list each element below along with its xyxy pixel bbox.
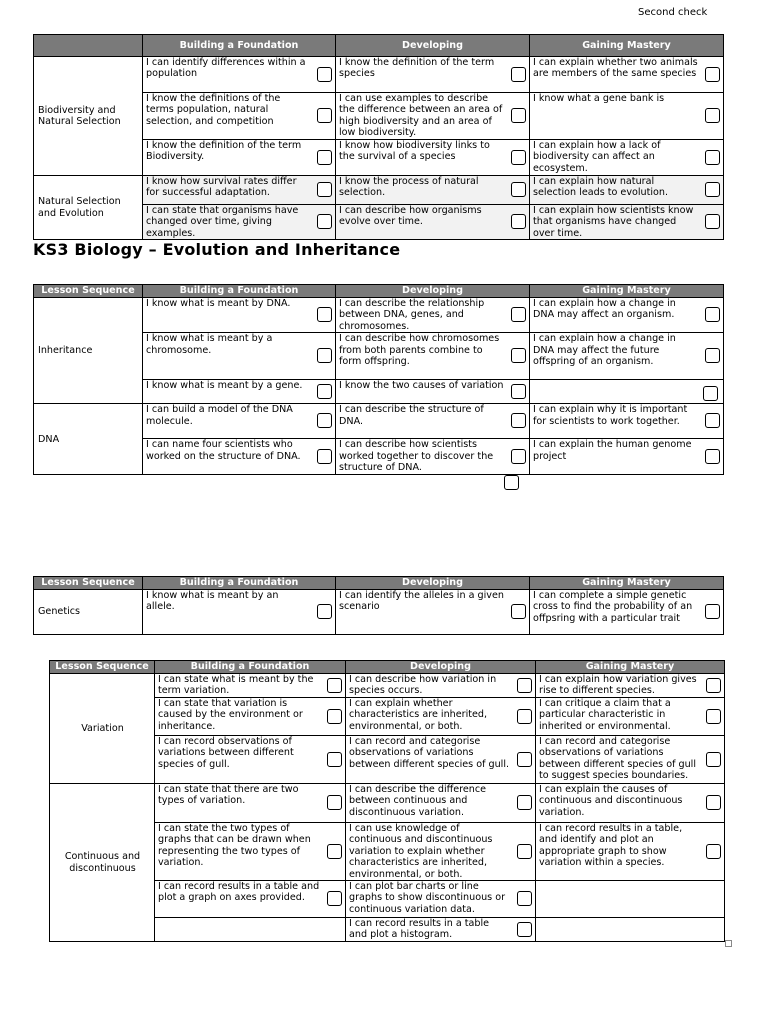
self-assessment-checkbox[interactable]	[327, 678, 342, 693]
criterion-cell	[530, 380, 724, 404]
lesson-topic-variation: Variation	[50, 674, 155, 784]
criterion-cell	[536, 698, 725, 736]
criterion-cell	[336, 590, 530, 635]
criterion-text: I can plot bar charts or line graphs to show discontinuous or continuous variation data.	[349, 881, 506, 915]
column-header-gaining-mastery: Gaining Mastery	[530, 35, 724, 57]
self-assessment-checkbox[interactable]	[327, 709, 342, 724]
criterion-cell	[155, 736, 346, 784]
criterion-text: I can explain how a lack of biodiversity can affect an ecosystem.	[533, 140, 661, 174]
criterion-text: I can describe how variation in species occurs.	[349, 674, 497, 697]
criterion-text: I can use examples to describe the difference between an area of high biodiversity and an area of low biodiversity.	[339, 93, 503, 139]
criterion-cell	[346, 881, 536, 918]
table-row	[34, 298, 724, 333]
criterion-text: I can explain the human genome project	[533, 439, 692, 462]
self-assessment-checkbox[interactable]	[511, 307, 526, 322]
criterion-text: I can record and categorise observations of variations between different species of gull.	[349, 736, 510, 770]
self-assessment-checkbox[interactable]	[705, 348, 720, 363]
self-assessment-checkbox[interactable]	[705, 604, 720, 619]
criterion-cell	[155, 823, 346, 881]
self-assessment-checkbox[interactable]	[511, 384, 526, 399]
column-header-building-a-foundation: Building a Foundation	[143, 35, 336, 57]
self-assessment-checkbox[interactable]	[705, 413, 720, 428]
criterion-cell	[143, 404, 336, 439]
self-assessment-checkbox[interactable]	[705, 307, 720, 322]
self-assessment-checkbox[interactable]	[706, 709, 721, 724]
self-assessment-checkbox[interactable]	[706, 678, 721, 693]
criterion-cell	[530, 205, 724, 240]
criterion-cell	[536, 784, 725, 823]
table-row	[34, 590, 724, 635]
criterion-text: I can identify differences within a population	[146, 57, 306, 80]
lesson-topic-biodiversity-and-natural-selection: Biodiversity and Natural Selection	[34, 57, 143, 176]
table-row	[50, 784, 725, 823]
criterion-cell	[155, 918, 346, 942]
lesson-topic-genetics: Genetics	[34, 590, 143, 635]
criterion-cell	[155, 698, 346, 736]
criterion-cell	[336, 439, 530, 475]
self-assessment-checkbox[interactable]	[517, 891, 532, 906]
self-assessment-checkbox[interactable]	[517, 709, 532, 724]
criterion-cell	[336, 298, 530, 333]
criterion-text: I can state that variation is caused by the environment or inheritance.	[158, 698, 303, 732]
criterion-cell	[530, 176, 724, 205]
criterion-text: I can explain why it is important for scientists to work together.	[533, 404, 688, 427]
criterion-text: I know the process of natural selection.	[339, 176, 479, 199]
table-row	[50, 674, 725, 698]
column-header-developing: Developing	[336, 577, 530, 590]
criterion-cell	[143, 298, 336, 333]
self-assessment-checkbox[interactable]	[511, 348, 526, 363]
column-header-building-a-foundation: Building a Foundation	[143, 577, 336, 590]
criterion-cell	[346, 918, 536, 942]
self-assessment-checkbox[interactable]	[517, 795, 532, 810]
self-assessment-checkbox[interactable]	[705, 214, 720, 229]
self-assessment-checkbox[interactable]	[327, 844, 342, 859]
column-header-gaining-mastery: Gaining Mastery	[530, 577, 724, 590]
criterion-text: I know what is meant by DNA.	[146, 298, 291, 309]
criterion-cell	[536, 881, 725, 918]
criterion-text: I can state that there are two types of variation.	[158, 784, 299, 807]
criterion-text: I know how survival rates differ for successful adaptation.	[146, 176, 297, 199]
criterion-cell	[336, 93, 530, 140]
self-assessment-checkbox[interactable]	[511, 214, 526, 229]
criterion-cell	[336, 380, 530, 404]
self-assessment-checkbox[interactable]	[705, 67, 720, 82]
column-header-lesson-sequence: Lesson Sequence	[34, 285, 143, 298]
criterion-text: I can record results in a table, and identify and plot an appropriate graph to show variation within a species.	[539, 823, 683, 869]
criterion-cell	[336, 404, 530, 439]
criterion-text: I can record and categorise observations of variations between different species of gull to suggest species boundaries.	[539, 736, 697, 782]
criterion-cell	[530, 404, 724, 439]
criterion-cell	[346, 674, 536, 698]
self-assessment-checkbox[interactable]	[317, 214, 332, 229]
biodiversity-table	[33, 34, 724, 240]
criterion-text: I can explain how variation gives rise to different species.	[539, 674, 697, 697]
criterion-cell	[530, 57, 724, 93]
criterion-cell	[143, 57, 336, 93]
stray-checkbox-2[interactable]	[703, 386, 718, 401]
self-assessment-checkbox[interactable]	[517, 844, 532, 859]
criterion-text: I can describe how organisms evolve over time.	[339, 205, 482, 228]
lesson-topic-continuous-and-discontinuous: Continuous and discontinuous	[50, 784, 155, 942]
column-header-developing: Developing	[336, 285, 530, 298]
criterion-text: I can describe the structure of DNA.	[339, 404, 484, 427]
resize-handle-icon	[725, 940, 732, 947]
self-assessment-checkbox[interactable]	[317, 413, 332, 428]
criterion-cell	[530, 439, 724, 475]
criterion-text: I know what a gene bank is	[533, 93, 665, 104]
criterion-cell	[143, 93, 336, 140]
criterion-cell	[336, 205, 530, 240]
criterion-text: I can state the two types of graphs that can be drawn when representing the two types of variation.	[158, 823, 311, 869]
criterion-cell	[336, 140, 530, 176]
stray-checkbox-1[interactable]	[504, 475, 519, 490]
criterion-cell	[336, 333, 530, 380]
self-assessment-checkbox[interactable]	[327, 795, 342, 810]
criterion-text: I can explain how a change in DNA may affect the future offspring of an organism.	[533, 333, 676, 368]
self-assessment-checkbox[interactable]	[317, 67, 332, 82]
criterion-text: I know the definition of the term Biodiversity.	[146, 140, 302, 163]
self-assessment-checkbox[interactable]	[517, 922, 532, 937]
column-header-lesson-sequence: Lesson Sequence	[50, 661, 155, 674]
self-assessment-checkbox[interactable]	[511, 182, 526, 197]
genetics-table	[33, 576, 724, 635]
criterion-text: I know the definitions of the terms population, natural selection, and competition	[146, 93, 281, 127]
self-assessment-checkbox[interactable]	[706, 752, 721, 767]
self-assessment-checkbox[interactable]	[511, 449, 526, 464]
criterion-text: I know the definition of the term species	[339, 57, 495, 80]
column-header-building-a-foundation: Building a Foundation	[155, 661, 346, 674]
criterion-text: I can critique a claim that a particular characteristic in inherited or environmental.	[539, 698, 671, 732]
criterion-cell	[336, 176, 530, 205]
criterion-cell	[530, 298, 724, 333]
self-assessment-checkbox[interactable]	[511, 150, 526, 165]
column-header-developing: Developing	[336, 35, 530, 57]
criterion-cell	[536, 736, 725, 784]
criterion-text: I can record results in a table and plot a histogram.	[349, 918, 490, 941]
criterion-cell	[346, 698, 536, 736]
criterion-text: I can explain whether characteristics are inherited, environmental, or both.	[349, 698, 488, 732]
column-header-lesson-sequence: Lesson Sequence	[34, 577, 143, 590]
page-title: KS3 Biology – Evolution and Inheritance	[33, 240, 401, 259]
self-assessment-checkbox[interactable]	[317, 182, 332, 197]
header-row	[50, 661, 725, 674]
self-assessment-checkbox[interactable]	[511, 604, 526, 619]
criterion-text: I can record observations of variations between different species of gull.	[158, 736, 294, 770]
self-assessment-checkbox[interactable]	[705, 150, 720, 165]
self-assessment-checkbox[interactable]	[706, 795, 721, 810]
criterion-text: I can describe the difference between continuous and discontinuous variation.	[349, 784, 487, 818]
criterion-text: I know what is meant by a chromosome.	[146, 333, 273, 356]
criterion-text: I know what is meant by a gene.	[146, 380, 303, 392]
self-assessment-checkbox[interactable]	[327, 891, 342, 906]
variation-table	[49, 660, 725, 942]
criterion-cell	[143, 380, 336, 404]
criterion-cell	[530, 590, 724, 635]
criterion-text: I can explain whether two animals are members of the same species	[533, 57, 698, 80]
column-header-gaining-mastery: Gaining Mastery	[530, 285, 724, 298]
criterion-text: I can name four scientists who worked on the structure of DNA.	[146, 439, 301, 462]
self-assessment-checkbox[interactable]	[317, 348, 332, 363]
criterion-text: I can build a model of the DNA molecule.	[146, 404, 293, 427]
criterion-text: I can complete a simple genetic cross to find the probability of an offpsring with a particular trait	[533, 590, 693, 624]
column-header-building-a-foundation: Building a Foundation	[143, 285, 336, 298]
criterion-cell	[143, 176, 336, 205]
criterion-text: I can use knowledge of continuous and discontinuous variation to explain whether characteristics are inherited, environmental, or both.	[349, 823, 493, 880]
criterion-text: I can explain how a change in DNA may affect an organism.	[533, 298, 676, 321]
criterion-cell	[143, 205, 336, 240]
criterion-cell	[143, 333, 336, 380]
lesson-topic-dna: DNA	[34, 404, 143, 475]
self-assessment-checkbox[interactable]	[706, 844, 721, 859]
table-row	[34, 404, 724, 439]
criterion-cell	[155, 784, 346, 823]
criterion-text: I can describe how scientists worked together to discover the structure of DNA.	[339, 439, 494, 474]
self-assessment-checkbox[interactable]	[327, 752, 342, 767]
criterion-text: I know how biodiversity links to the survival of a species	[339, 140, 490, 163]
criterion-text: I can explain how natural selection leads to evolution.	[533, 176, 669, 199]
self-assessment-checkbox[interactable]	[317, 150, 332, 165]
criterion-text: I know what is meant by an allele.	[146, 590, 279, 613]
column-header-lesson-sequence	[34, 35, 143, 57]
self-assessment-checkbox[interactable]	[705, 182, 720, 197]
table-row	[34, 57, 724, 93]
criterion-cell	[530, 140, 724, 176]
self-assessment-checkbox[interactable]	[317, 108, 332, 123]
column-header-developing: Developing	[346, 661, 536, 674]
self-assessment-checkbox[interactable]	[317, 449, 332, 464]
criterion-cell	[336, 57, 530, 93]
criterion-text: I can state what is meant by the term variation.	[158, 674, 314, 697]
header-row	[34, 577, 724, 590]
criterion-cell	[536, 823, 725, 881]
self-assessment-checkbox[interactable]	[511, 67, 526, 82]
self-assessment-checkbox[interactable]	[511, 108, 526, 123]
criterion-cell	[143, 590, 336, 635]
criterion-text: I can identify the alleles in a given scenario	[339, 590, 504, 613]
criterion-text: I can record results in a table and plot a graph on axes provided.	[158, 881, 320, 904]
criterion-cell	[346, 784, 536, 823]
self-assessment-checkbox[interactable]	[517, 678, 532, 693]
criterion-cell	[530, 93, 724, 140]
self-assessment-checkbox[interactable]	[317, 384, 332, 399]
criterion-cell	[143, 439, 336, 475]
criterion-text: I can explain the causes of continuous and discontinuous variation.	[539, 784, 683, 818]
criterion-text: I know the two causes of variation	[339, 380, 504, 392]
table-row	[34, 176, 724, 205]
criterion-text: I can explain how scientists know that organisms have changed over time.	[533, 205, 694, 239]
self-assessment-checkbox[interactable]	[317, 604, 332, 619]
header-row	[34, 35, 724, 57]
inheritance-table	[33, 284, 724, 475]
column-header-gaining-mastery: Gaining Mastery	[536, 661, 725, 674]
criterion-cell	[530, 333, 724, 380]
self-assessment-checkbox[interactable]	[705, 449, 720, 464]
self-assessment-checkbox[interactable]	[705, 108, 720, 123]
lesson-topic-natural-selection-and-evolution: Natural Selection and Evolution	[34, 176, 143, 240]
self-assessment-checkbox[interactable]	[517, 752, 532, 767]
criterion-text: I can state that organisms have changed over time, giving examples.	[146, 205, 299, 239]
criterion-cell	[536, 674, 725, 698]
criterion-cell	[536, 918, 725, 942]
criterion-cell	[155, 674, 346, 698]
criterion-cell	[143, 140, 336, 176]
self-assessment-checkbox[interactable]	[511, 413, 526, 428]
criterion-text: I can describe the relationship between DNA, genes, and chromosomes.	[339, 298, 485, 332]
criterion-text: I can describe how chromosomes from both parents combine to form offspring.	[339, 333, 500, 368]
criterion-cell	[346, 736, 536, 784]
header-row	[34, 285, 724, 298]
second-check-note: Second check	[638, 7, 708, 18]
self-assessment-checkbox[interactable]	[317, 307, 332, 322]
lesson-topic-inheritance: Inheritance	[34, 298, 143, 404]
criterion-cell	[346, 823, 536, 881]
criterion-cell	[155, 881, 346, 918]
